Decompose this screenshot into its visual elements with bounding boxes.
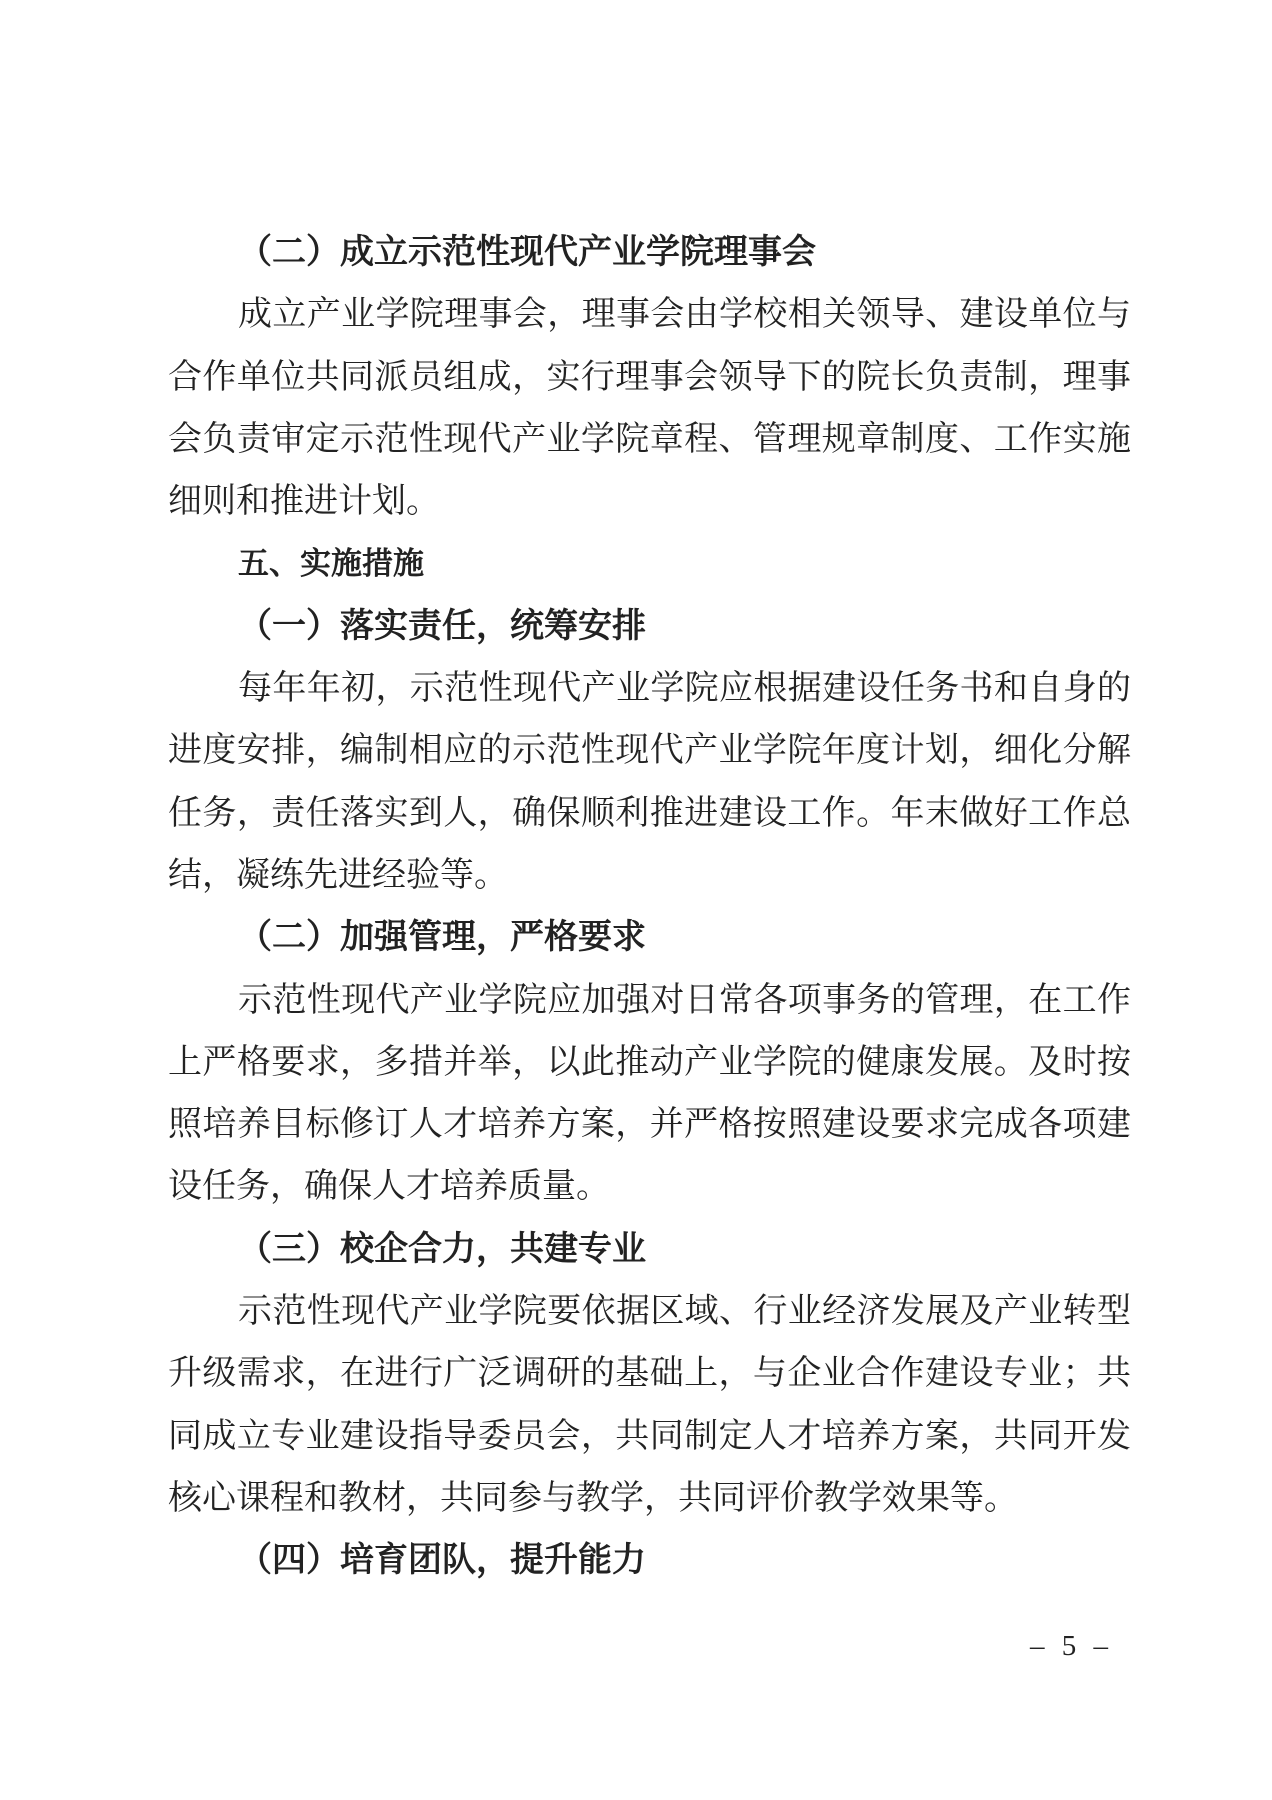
chapter-heading-5: 五、实施措施 <box>238 546 424 582</box>
body-line: 示范性现代产业学院要依据区域、行业经济发展及产业转型 <box>238 1293 1131 1331</box>
body-line: 成立产业学院理事会，理事会由学校相关领导、建设单位与 <box>238 296 1131 334</box>
subsection-heading-1: （一）落实责任，统筹安排 <box>238 607 646 645</box>
body-line: 照培养目标修订人才培养方案，并严格按照建设要求完成各项建 <box>168 1106 1131 1144</box>
body-line: 示范性现代产业学院应加强对日常各项事务的管理，在工作 <box>238 981 1131 1019</box>
body-line: 升级需求，在进行广泛调研的基础上，与企业合作建设专业；共 <box>168 1355 1131 1393</box>
subsection-heading-4: （四）培育团队，提升能力 <box>238 1542 646 1580</box>
body-line: 结，凝练先进经验等。 <box>168 856 508 894</box>
body-line: 合作单位共同派员组成，实行理事会领导下的院长负责制，理事 <box>168 358 1131 396</box>
page-number: – 5 – <box>1030 1630 1113 1662</box>
body-line: 核心课程和教材，共同参与教学，共同评价教学效果等。 <box>168 1479 1018 1517</box>
body-line: 任务，责任落实到人，确保顺利推进建设工作。年末做好工作总 <box>168 794 1131 832</box>
body-line: 会负责审定示范性现代产业学院章程、管理规章制度、工作实施 <box>168 420 1131 458</box>
body-line: 细则和推进计划。 <box>168 483 440 521</box>
body-line: 设任务，确保人才培养质量。 <box>168 1168 610 1206</box>
document-body <box>168 222 1131 1593</box>
body-line: 进度安排，编制相应的示范性现代产业学院年度计划，细化分解 <box>168 732 1131 770</box>
subsection-heading-3: （三）校企合力，共建专业 <box>238 1230 646 1268</box>
body-line: 上严格要求，多措并举，以此推动产业学院的健康发展。及时按 <box>168 1043 1131 1081</box>
subsection-heading-2b: （二）加强管理，严格要求 <box>238 919 646 957</box>
body-line: 同成立专业建设指导委员会，共同制定人才培养方案，共同开发 <box>168 1417 1131 1455</box>
body-line: 每年年初，示范性现代产业学院应根据建设任务书和自身的 <box>238 670 1131 708</box>
subsection-heading-2: （二）成立示范性现代产业学院理事会 <box>238 234 816 271</box>
